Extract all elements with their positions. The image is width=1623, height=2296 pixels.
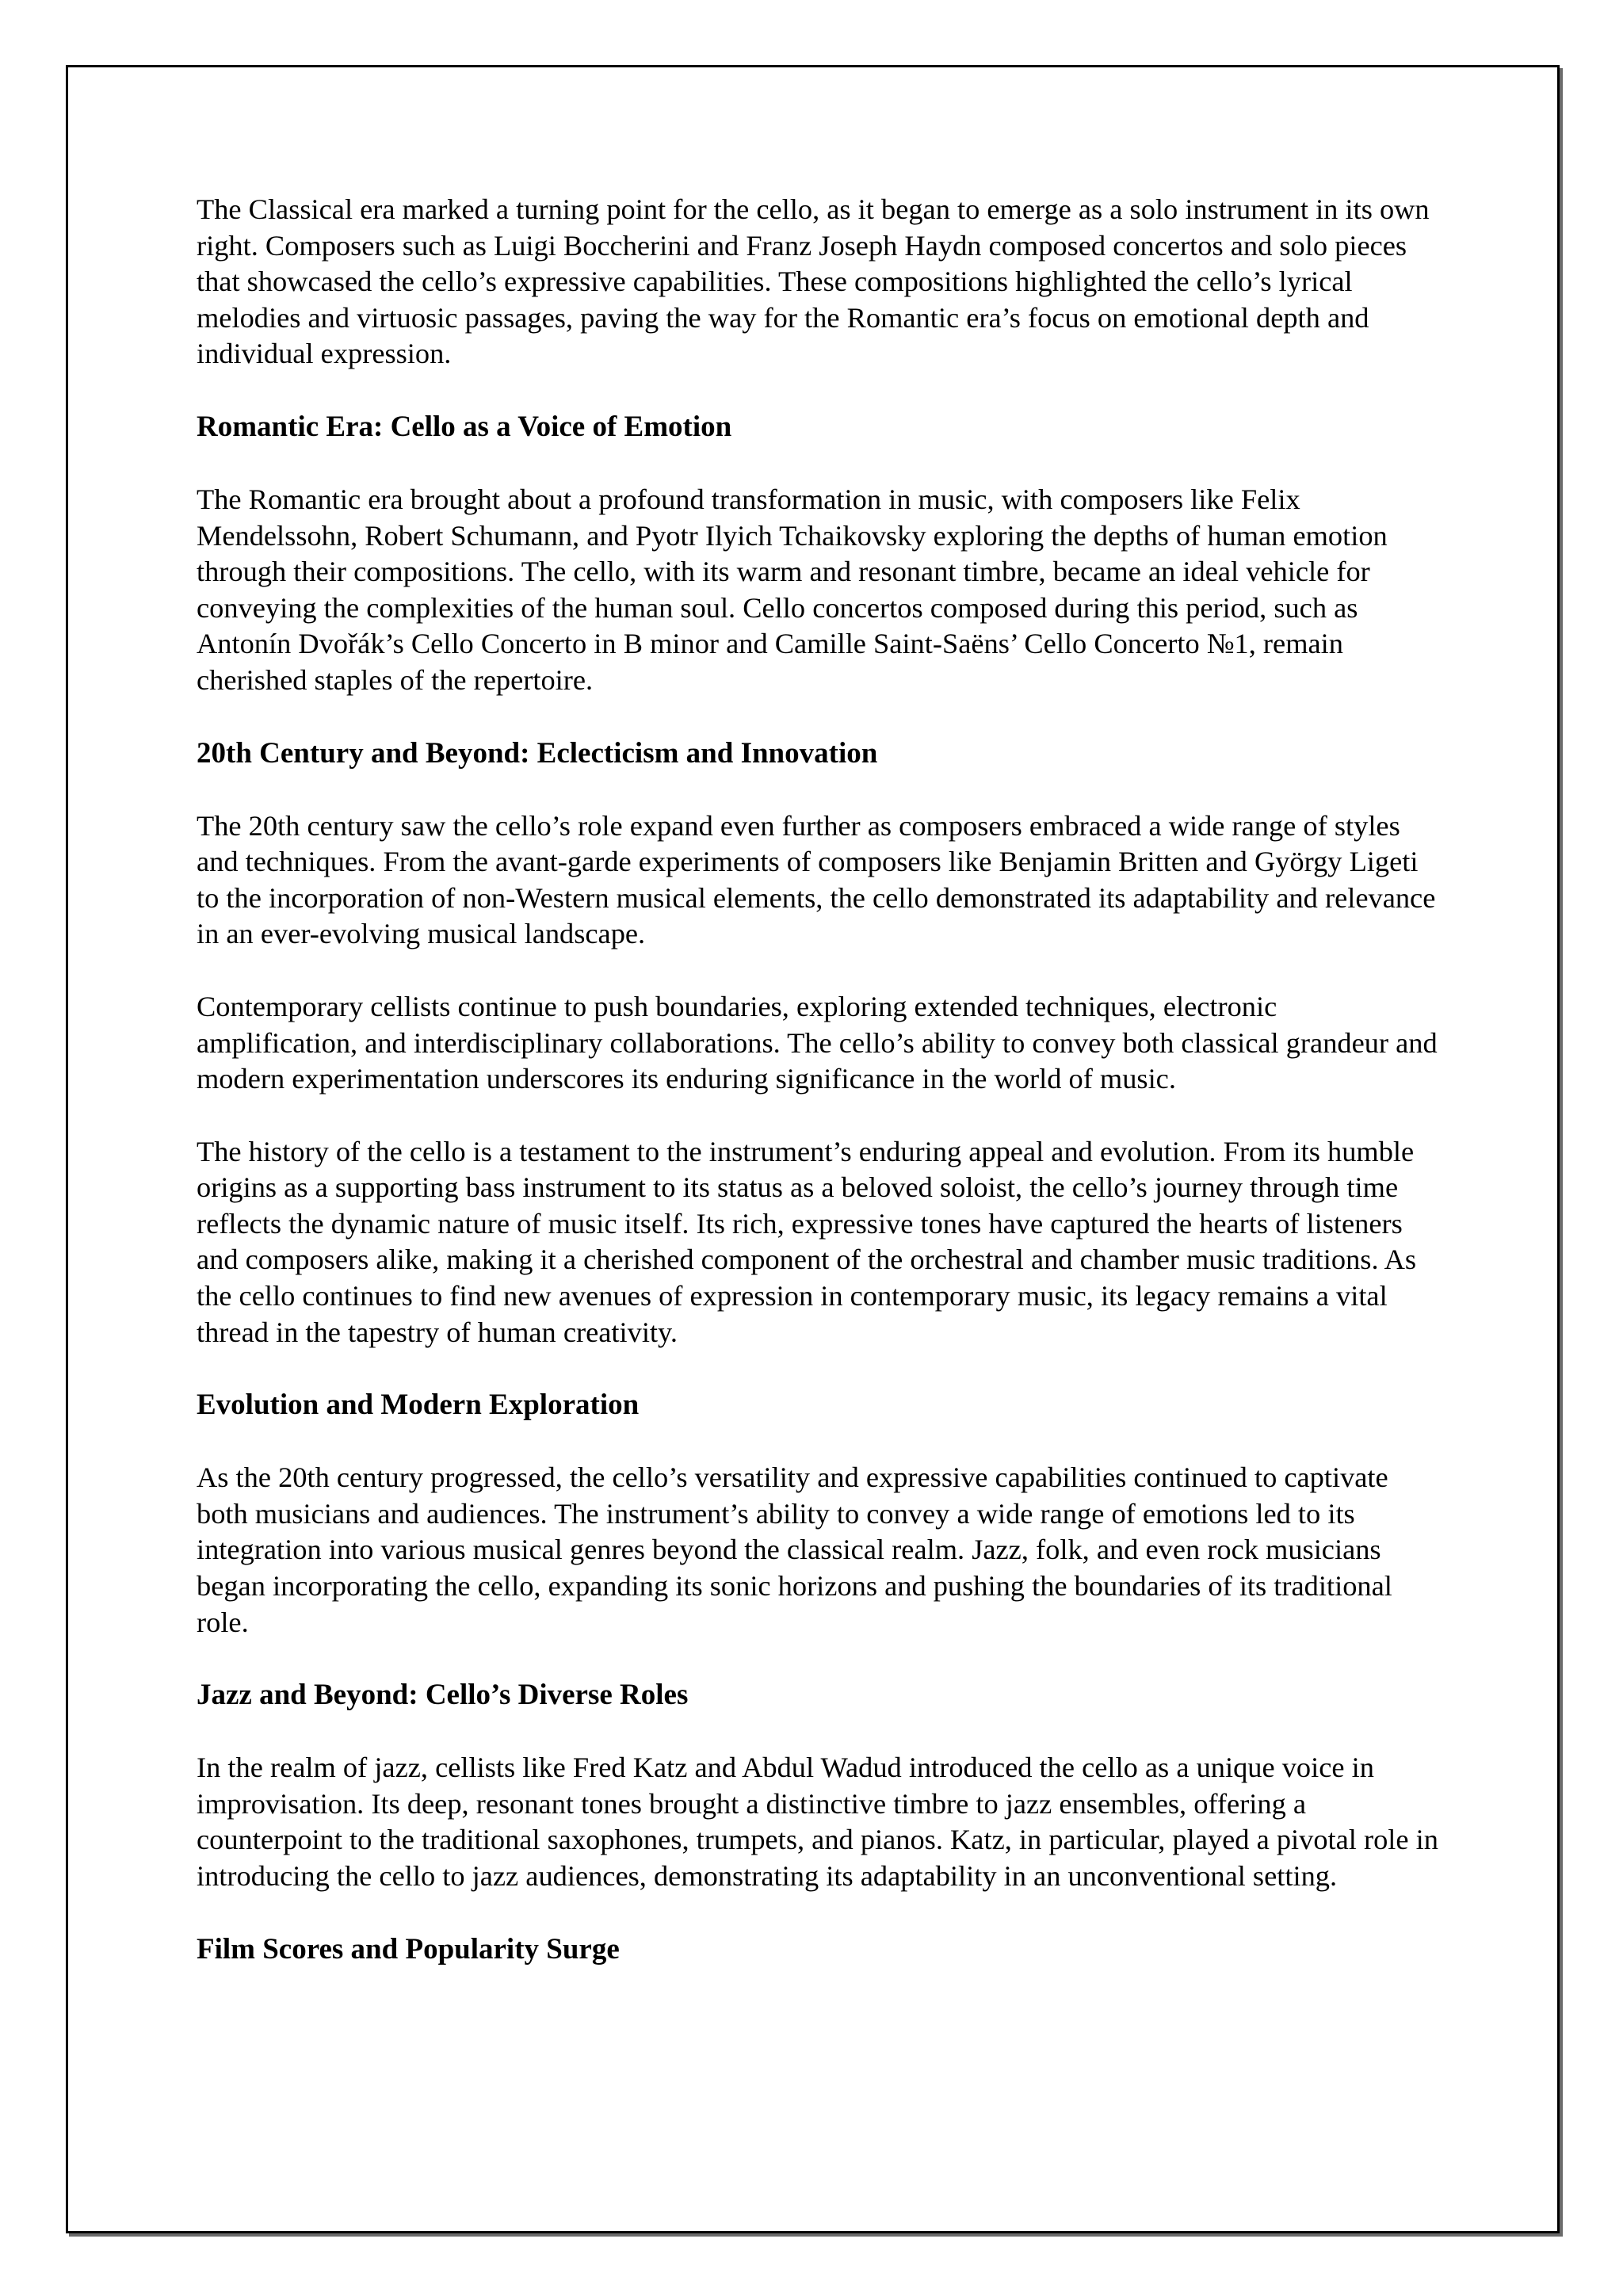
paragraph-romantic-era: The Romantic era brought about a profound transformation in music, with composers like Felix Mendelssohn, Robert Schumann, and Pyotr Ilyich Tchaikovsky exploring the depths of human emotion through their compositions. The cello, with its warm and resonant timbre, became an ideal vehicle for conveying the complexities of the human soul. Cello concertos composed during this period, such as Antonín Dvořák’s Cello Concerto in B minor and Camille Saint-Saëns’ Cello Concerto №1, remain cherished staples of the repertoire. [197,483,1388,696]
paragraph-classical-era: The Classical era marked a turning point for the cello, as it began to emerge as a solo instrument in its own right. Composers such as Luigi Boccherini and Franz Joseph Haydn composed concertos and solo pieces that showcased the cello’s expressive capabilities. These compositions highlighted the cello’s lyrical melodies and virtuosic passages, paving the way for the Romantic era’s focus on emotional depth and individual expression. [197,193,1430,370]
heading-evolution: Evolution and Modern Exploration [197,1389,640,1422]
paragraph-evolution: As the 20th century progressed, the cello’s versatility and expressive capabilities continued to captivate both musicians and audiences. The instrument’s ability to convey a wide range of emotions led to its integration into various musical genres beyond the classical realm. Jazz, folk, and even rock musicians began incorporating the cello, expanding its sonic horizons and pushing the boundaries of its traditional role. [197,1461,1392,1638]
document-body [197,192,1441,2004]
paragraph-jazz: In the realm of jazz, cellists like Fred Katz and Abdul Wadud introduced the cello as a unique voice in improvisation. Its deep, resonant tones brought a distinctive timbre to jazz ensembles, offering a counterpoint to the traditional saxophones, trumpets, and pianos. Katz, in particular, played a pivotal role in introducing the cello to jazz audiences, demonstrating its adaptability in an unconventional setting. [197,1752,1438,1892]
paragraph-contemporary-cellists: Contemporary cellists continue to push boundaries, exploring extended techniques, electronic amplification, and interdisciplinary collaborations. The cello’s ability to convey both classical grandeur and modern experimentation underscores its enduring significance in the world of music. [197,990,1438,1095]
heading-romantic-era: Romantic Era: Cello as a Voice of Emotion [197,410,732,443]
heading-20th-century: 20th Century and Beyond: Eclecticism and Innovation [197,736,878,770]
heading-film-scores: Film Scores and Popularity Surge [197,1932,620,1966]
heading-jazz: Jazz and Beyond: Cello’s Diverse Roles [197,1679,689,1712]
paragraph-20th-century: The 20th century saw the cello’s role expand even further as composers embraced a wide range of styles and techniques. From the avant-garde experiments of composers like Benjamin Britten and György Ligeti to the incorporation of non-Western musical elements, the cello demonstrated its adaptability and relevance in an ever-evolving musical landscape. [197,809,1436,950]
paragraph-cello-history: The history of the cello is a testament to the instrument’s enduring appeal and evolution. From its humble origins as a supporting bass instrument to its status as a beloved soloist, the cello’s journey through time reflects the dynamic nature of music itself. Its rich, expressive tones have captured the hearts of listeners and composers alike, making it a cherished component of the orchestral and chamber music traditions. As the cello continues to find new avenues of expression in contemporary music, its legacy remains a vital thread in the tapestry of human creativity. [197,1135,1417,1348]
